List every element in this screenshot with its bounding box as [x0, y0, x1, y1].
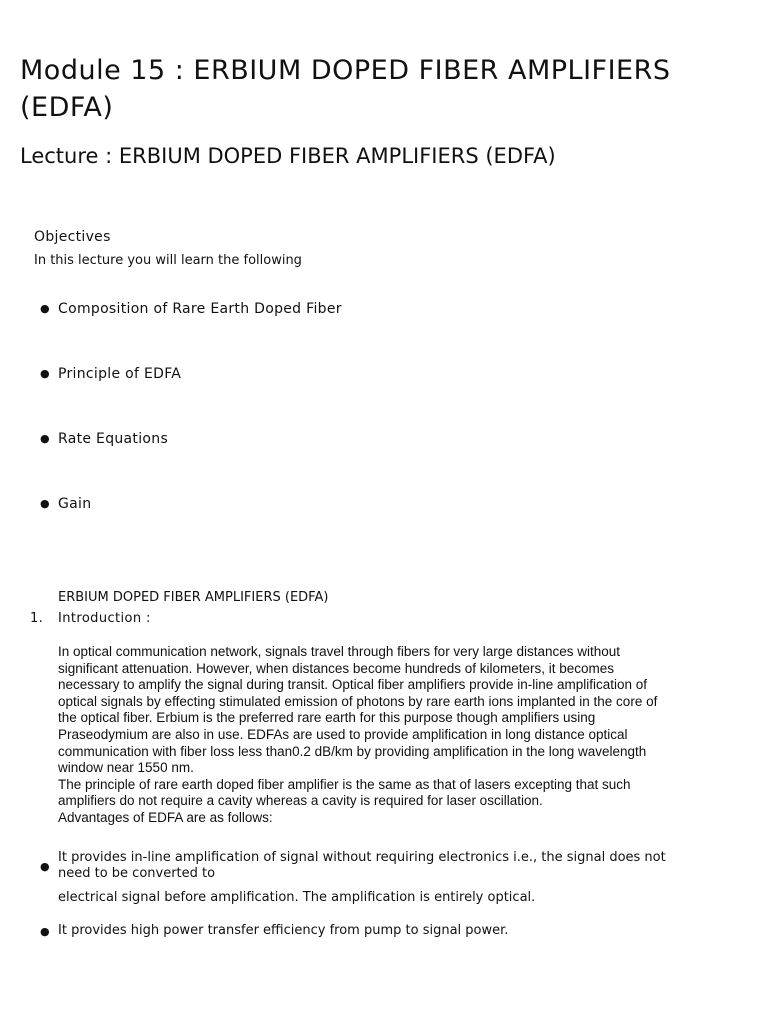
objective-item — [40, 299, 342, 319]
section-number: 1. — [30, 611, 44, 626]
objective-item — [40, 364, 181, 384]
introduction-heading — [30, 609, 151, 629]
introduction-label: Introduction : — [58, 611, 151, 626]
module-title: Module 15 : ERBIUM DOPED FIBER AMPLIFIERS (EDFA) — [20, 55, 671, 123]
lecture-title: Lecture : ERBIUM DOPED FIBER AMPLIFIERS (EDFA) — [20, 144, 556, 168]
bullet-icon: ● — [40, 432, 50, 445]
objective-text: Principle of EDFA — [58, 366, 182, 382]
objective-item — [40, 429, 168, 449]
advantage-text: It provides in-line amplification of signal without requiring electronics i.e., the signal does not need to be converted to — [58, 850, 666, 881]
objective-text: Composition of Rare Earth Doped Fiber — [58, 301, 342, 317]
paragraph: Advantages of EDFA are as follows: — [58, 809, 273, 825]
objective-text: Gain — [58, 496, 92, 512]
objectives-intro: In this lecture you will learn the following — [34, 253, 302, 268]
introduction-body — [58, 644, 678, 827]
objectives-heading: Objectives — [34, 229, 111, 245]
section-heading: ERBIUM DOPED FIBER AMPLIFIERS (EDFA) — [58, 590, 329, 605]
objective-text: Rate Equations — [58, 431, 169, 447]
advantage-text: It provides high power transfer efficiency from pump to signal power. — [58, 923, 509, 938]
paragraph: In optical communication network, signals travel through fibers for very large distances without significant attenuation. However, when distances become hundreds of kilometers, it becomes necessary to amplify the signal during transit. Optical fiber amplifiers provide in-line amplification of optical signals by effecting stimulated emission of photons by rare earth ions implanted in the core of the optical fiber. Erbium is the preferred rare earth for this purpose though amplifiers using Praseodymium are also in use. EDFAs are used to provide amplification in long distance optical communication with fiber loss less than0.2 dB/km by providing amplification in the long wavelength window near 1550 nm. — [58, 644, 658, 776]
bullet-icon: ● — [40, 302, 50, 315]
objective-item — [40, 494, 91, 514]
bullet-icon: ● — [40, 497, 50, 510]
bullet-icon: ● — [40, 925, 50, 938]
bullet-icon: ● — [40, 860, 50, 873]
paragraph: The principle of rare earth doped fiber amplifier is the same as that of lasers excepting that such amplifiers do not require a cavity whereas a cavity is required for laser oscillation. — [58, 776, 631, 809]
bullet-icon: ● — [40, 367, 50, 380]
advantage-text-continued: electrical signal before amplification. The amplification is entirely optical. — [58, 890, 536, 905]
